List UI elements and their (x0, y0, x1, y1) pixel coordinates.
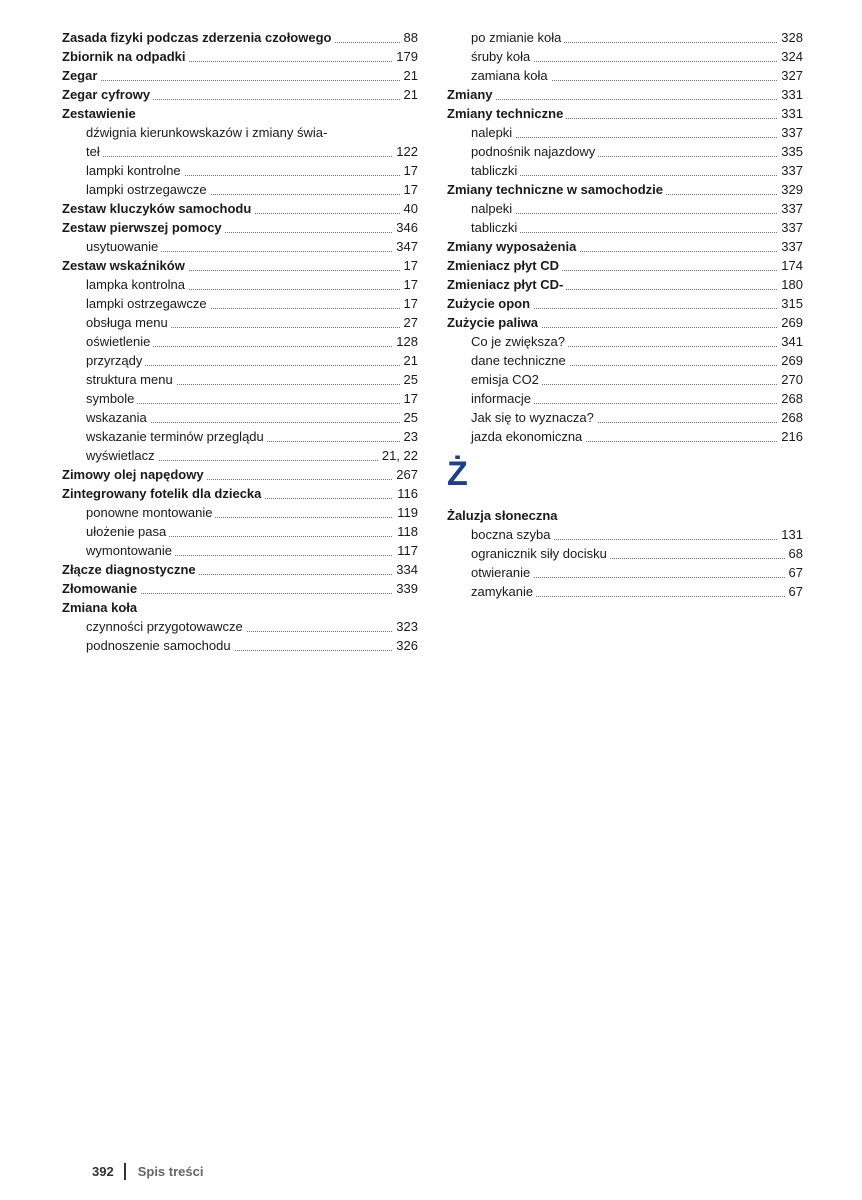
entry-label: czynności przygotowawcze (86, 619, 246, 634)
index-entry (447, 313, 803, 332)
index-entry (62, 256, 418, 275)
entry-label: oświetlenie (86, 334, 153, 349)
index-heading (62, 598, 418, 617)
index-subentry (447, 218, 803, 237)
entry-page-number: 27 (400, 313, 418, 332)
entry-page-number: 268 (777, 389, 803, 408)
entry-page-number: 339 (392, 579, 418, 598)
entry-label: informacje (471, 391, 534, 406)
entry-label: Co je zwiększa? (471, 334, 568, 349)
entry-page-number: 128 (392, 332, 418, 351)
index-subentry (447, 332, 803, 351)
index-subentry (62, 427, 418, 446)
entry-label: wskazania (86, 410, 150, 425)
entry-page-number: 337 (777, 123, 803, 142)
entry-page-number: 269 (777, 313, 803, 332)
leader-dots (471, 175, 803, 176)
index-entry (62, 47, 418, 66)
entry-page-number: 270 (777, 370, 803, 389)
entry-label: Zasada fizyki podczas zderzenia czołowego (62, 30, 334, 45)
index-entry (62, 465, 418, 484)
entry-label: lampki ostrzegawcze (86, 182, 210, 197)
entry-page-number: 117 (393, 541, 418, 560)
index-subentry (62, 294, 418, 313)
entry-label: Zestaw pierwszej pomocy (62, 220, 225, 235)
index-entry (447, 294, 803, 313)
index-subentry (447, 408, 803, 427)
index-subentry (447, 199, 803, 218)
entry-label: obsługa menu (86, 315, 171, 330)
entry-label: Zużycie opon (447, 296, 533, 311)
entry-label: lampki kontrolne (86, 163, 184, 178)
leader-dots (471, 137, 803, 138)
index-entry (62, 579, 418, 598)
index-heading-label: Zestawienie (62, 106, 139, 121)
entry-label: wymontowanie (86, 543, 175, 558)
leader-dots (471, 232, 803, 233)
entry-page-number: 131 (777, 525, 803, 544)
index-entry (447, 104, 803, 123)
entry-label: wyświetlacz (86, 448, 158, 463)
index-subentry (62, 180, 418, 199)
entry-page-number: 323 (392, 617, 418, 636)
entry-page-number: 17 (400, 180, 418, 199)
entry-label: Złącze diagnostyczne (62, 562, 199, 577)
entry-label: Jak się to wyznacza? (471, 410, 597, 425)
entry-page-number: 21 (400, 85, 418, 104)
index-entry (62, 66, 418, 85)
entry-page-number: 326 (392, 636, 418, 655)
index-entry (62, 85, 418, 104)
index-subentry (447, 142, 803, 161)
entry-page-number: 337 (777, 218, 803, 237)
entry-label: zamykanie (471, 584, 536, 599)
index-subentry (447, 582, 803, 601)
entry-label: Zmiany techniczne (447, 106, 566, 121)
entry-page-number: 179 (392, 47, 418, 66)
entry-page-number: 25 (400, 408, 418, 427)
index-heading-label: Żaluzja słoneczna (447, 508, 561, 523)
entry-label: Zbiornik na odpadki (62, 49, 189, 64)
index-entry (62, 560, 418, 579)
index-subentry (447, 66, 803, 85)
entry-label: boczna szyba (471, 527, 554, 542)
entry-page-number: 337 (777, 161, 803, 180)
index-subentry (62, 541, 418, 560)
index-entry (62, 28, 418, 47)
entry-label: usytuowanie (86, 239, 161, 254)
index-subentry (62, 275, 418, 294)
entry-page-number: 331 (777, 104, 803, 123)
index-subentry (447, 563, 803, 582)
entry-page-number: 267 (392, 465, 418, 484)
entry-page-number: 88 (400, 28, 418, 47)
index-subentry (62, 237, 418, 256)
entry-label: Zmieniacz płyt CD- (447, 277, 566, 292)
entry-page-number: 21, 22 (378, 446, 418, 465)
entry-page-number: 21 (400, 351, 418, 370)
entry-page-number: 21 (400, 66, 418, 85)
index-subentry (447, 351, 803, 370)
index-column-right (447, 28, 803, 601)
index-subentry (62, 161, 418, 180)
entry-label: Zestaw wskaźników (62, 258, 188, 273)
entry-page-number: 17 (400, 294, 418, 313)
index-entry (62, 484, 418, 503)
index-subentry-wrapped-line: dźwignia kierunkowskazów i zmiany świa- (86, 125, 328, 140)
index-entry (447, 256, 803, 275)
entry-page-number: 327 (777, 66, 803, 85)
index-heading (62, 104, 418, 123)
index-entry (62, 218, 418, 237)
entry-page-number: 341 (777, 332, 803, 351)
leader-dots (62, 80, 418, 81)
index-subentry (447, 525, 803, 544)
entry-page-number: 269 (777, 351, 803, 370)
entry-label: śruby koła (471, 49, 533, 64)
leader-dots (86, 156, 418, 157)
entry-page-number: 116 (393, 484, 418, 503)
entry-page-number: 324 (777, 47, 803, 66)
entry-label: Zmiany techniczne w samochodzie (447, 182, 666, 197)
index-subentry (447, 47, 803, 66)
entry-label: Zintegrowany fotelik dla dziecka (62, 486, 264, 501)
entry-label: Zegar (62, 68, 100, 83)
entry-page-number: 335 (777, 142, 803, 161)
section-letter: Ż (447, 455, 468, 493)
entry-label: Zużycie paliwa (447, 315, 541, 330)
entry-page-number: 334 (392, 560, 418, 579)
index-subentry (62, 389, 418, 408)
index-subentry (62, 522, 418, 541)
entry-label: lampki ostrzegawcze (86, 296, 210, 311)
entry-page-number: 68 (785, 544, 803, 563)
index-entry (62, 199, 418, 218)
entry-label: jazda ekonomiczna (471, 429, 585, 444)
index-subentry (447, 161, 803, 180)
entry-label: podnośnik najazdowy (471, 144, 598, 159)
footer-divider (124, 1163, 126, 1180)
entry-page-number: 17 (400, 275, 418, 294)
entry-page-number: 40 (400, 199, 418, 218)
entry-label: wskazanie terminów przeglądu (86, 429, 267, 444)
entry-page-number: 17 (400, 256, 418, 275)
index-entry (447, 237, 803, 256)
entry-label: Złomowanie (62, 581, 140, 596)
entry-label: zamiana koła (471, 68, 551, 83)
entry-label: symbole (86, 391, 137, 406)
leader-dots (471, 213, 803, 214)
entry-label: nalepki (471, 125, 515, 140)
entry-page-number: 67 (785, 582, 803, 601)
entry-page-number: 67 (785, 563, 803, 582)
entry-page-number: 23 (400, 427, 418, 446)
entry-page-number: 17 (400, 389, 418, 408)
entry-label: ogranicznik siły docisku (471, 546, 610, 561)
entry-label: tabliczki (471, 220, 520, 235)
entry-label: nalpeki (471, 201, 515, 216)
entry-page-number: 118 (393, 522, 418, 541)
index-subentry (447, 123, 803, 142)
page-number: 392 (92, 1164, 114, 1179)
entry-label: Zmiany (447, 87, 496, 102)
entry-label: Zegar cyfrowy (62, 87, 153, 102)
entry-label: otwieranie (471, 565, 533, 580)
index-heading-label: Zmiana koła (62, 600, 140, 615)
entry-page-number: 174 (777, 256, 803, 275)
entry-label: ponowne montowanie (86, 505, 215, 520)
index-subentry (62, 636, 418, 655)
entry-label: Zestaw kluczyków samochodu (62, 201, 254, 216)
leader-dots (447, 99, 803, 100)
entry-page-number: 329 (777, 180, 803, 199)
index-column-left (62, 28, 418, 655)
entry-label: emisja CO2 (471, 372, 542, 387)
entry-page-number: 268 (777, 408, 803, 427)
entry-label: Zmiany wyposażenia (447, 239, 579, 254)
index-subentry (62, 446, 418, 465)
entry-label: Zmieniacz płyt CD (447, 258, 562, 273)
index-subentry (62, 408, 418, 427)
index-entry (447, 275, 803, 294)
index-subentry (447, 544, 803, 563)
index-subentry (447, 370, 803, 389)
entry-page-number: 17 (400, 161, 418, 180)
index-subentry (62, 313, 418, 332)
entry-label: lampka kontrolna (86, 277, 188, 292)
entry-page-number: 25 (400, 370, 418, 389)
entry-label: po zmianie koła (471, 30, 564, 45)
entry-page-number: 122 (392, 142, 418, 161)
index-heading (447, 506, 803, 525)
entry-page-number: 180 (777, 275, 803, 294)
entry-page-number: 315 (777, 294, 803, 313)
entry-page-number: 346 (392, 218, 418, 237)
entry-label: struktura menu (86, 372, 176, 387)
entry-page-number: 347 (392, 237, 418, 256)
index-subentry (62, 370, 418, 389)
entry-label: ułożenie pasa (86, 524, 169, 539)
entry-page-number: 328 (777, 28, 803, 47)
entry-page-number: 119 (393, 503, 418, 522)
footer-title: Spis treści (137, 1164, 204, 1179)
index-subentry (62, 142, 418, 161)
index-subentry (62, 332, 418, 351)
entry-label: przyrządy (86, 353, 145, 368)
index-subentry (62, 351, 418, 370)
entry-label: Zimowy olej napędowy (62, 467, 207, 482)
entry-page-number: 337 (777, 237, 803, 256)
index-subentry (62, 503, 418, 522)
entry-page-number: 331 (777, 85, 803, 104)
index-subentry (447, 427, 803, 446)
entry-page-number: 216 (777, 427, 803, 446)
index-subentry (447, 28, 803, 47)
entry-label: tabliczki (471, 163, 520, 178)
entry-page-number: 337 (777, 199, 803, 218)
index-entry (447, 85, 803, 104)
entry-label: podnoszenie samochodu (86, 638, 234, 653)
page-footer (92, 1163, 203, 1180)
entry-label: dane techniczne (471, 353, 569, 368)
index-subentry (447, 389, 803, 408)
entry-label: teł (86, 144, 103, 159)
index-subentry (62, 617, 418, 636)
index-entry (447, 180, 803, 199)
